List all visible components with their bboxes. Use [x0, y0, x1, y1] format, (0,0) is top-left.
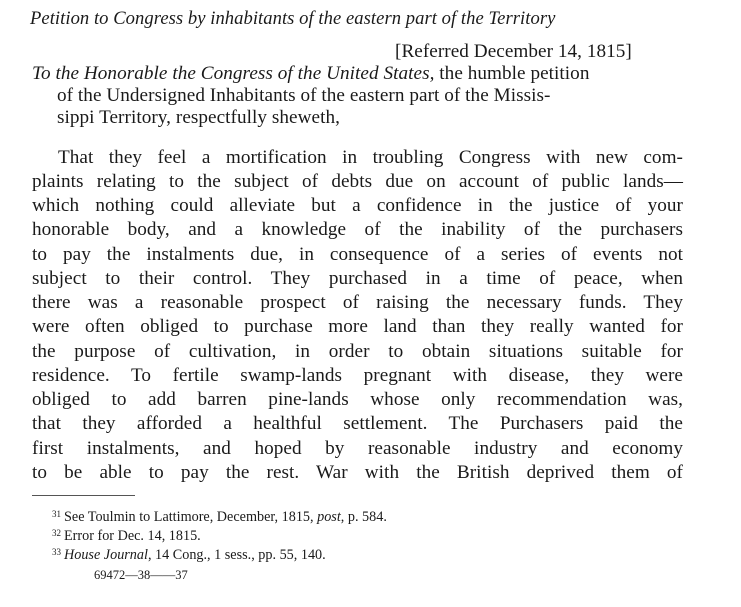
body-line-8: were often obliged to purchase more land than they really wanted for	[32, 316, 683, 337]
footnote-33-italic: House Journal	[64, 547, 148, 563]
footnote-33-text: , 14 Cong., 1 sess., pp. 55, 140.	[147, 547, 326, 563]
body-line-3: which nothing could alleviate but a confidence in the justice of your	[32, 195, 683, 216]
body-line-9: the purpose of cultivation, in order to obtain situations suitable for	[32, 341, 683, 362]
address-line-1	[32, 63, 589, 85]
body-line-5: to pay the instalments due, in consequence of a series of events not	[32, 244, 683, 265]
body-line-7: there was a reasonable prospect of raising the necessary funds. They	[32, 292, 683, 313]
address-line-1-rest: the humble petition	[434, 63, 590, 84]
print-code: 69472—38——37	[94, 568, 188, 582]
body-line-13: first instalments, and hoped by reasonable industry and economy	[32, 438, 683, 459]
body-line-10: residence. To fertile swamp-lands pregnant with disease, they were	[32, 365, 683, 386]
body-line-2: plaints relating to the subject of debts due on account of public lands—	[32, 171, 683, 192]
document-title: Petition to Congress by inhabitants of the eastern part of the Territory	[30, 8, 556, 29]
address-line-3: sippi Territory, respectfully sheweth,	[57, 107, 340, 128]
footnote-divider	[32, 495, 135, 496]
footnote-31-italic: post	[317, 509, 341, 525]
footnote-32-text: Error for Dec. 14, 1815.	[64, 528, 201, 544]
body-line-14: to be able to pay the rest. War with the British deprived them of	[32, 462, 683, 483]
footnote-32-mark: 32	[52, 528, 61, 538]
body-line-6: subject to their control. They purchased in a time of peace, when	[32, 268, 683, 289]
footnote-31	[52, 505, 387, 526]
footnote-31-text: See Toulmin to Lattimore, December, 1815,	[64, 509, 318, 525]
footnote-33-mark: 33	[52, 547, 61, 557]
body-line-12: that they afforded a healthful settlement. The Purchasers paid the	[32, 413, 683, 434]
footnote-32	[52, 524, 201, 545]
footnote-31-tail: , p. 584.	[340, 509, 387, 525]
body-line-1: That they feel a mortification in troubling Congress with new com-	[58, 147, 683, 168]
addressee: To the Honorable the Congress of the United States,	[32, 63, 435, 84]
footnote-31-mark: 31	[52, 509, 61, 519]
body-line-4: honorable body, and a knowledge of the inability of the purchasers	[32, 219, 683, 240]
body-line-11: obliged to add barren pine-lands whose only recommendation was,	[32, 389, 683, 410]
address-line-2: of the Undersigned Inhabitants of the eastern part of the Missis-	[57, 85, 551, 106]
footnote-33	[52, 543, 326, 564]
referral-date: [Referred December 14, 1815]	[395, 41, 632, 62]
